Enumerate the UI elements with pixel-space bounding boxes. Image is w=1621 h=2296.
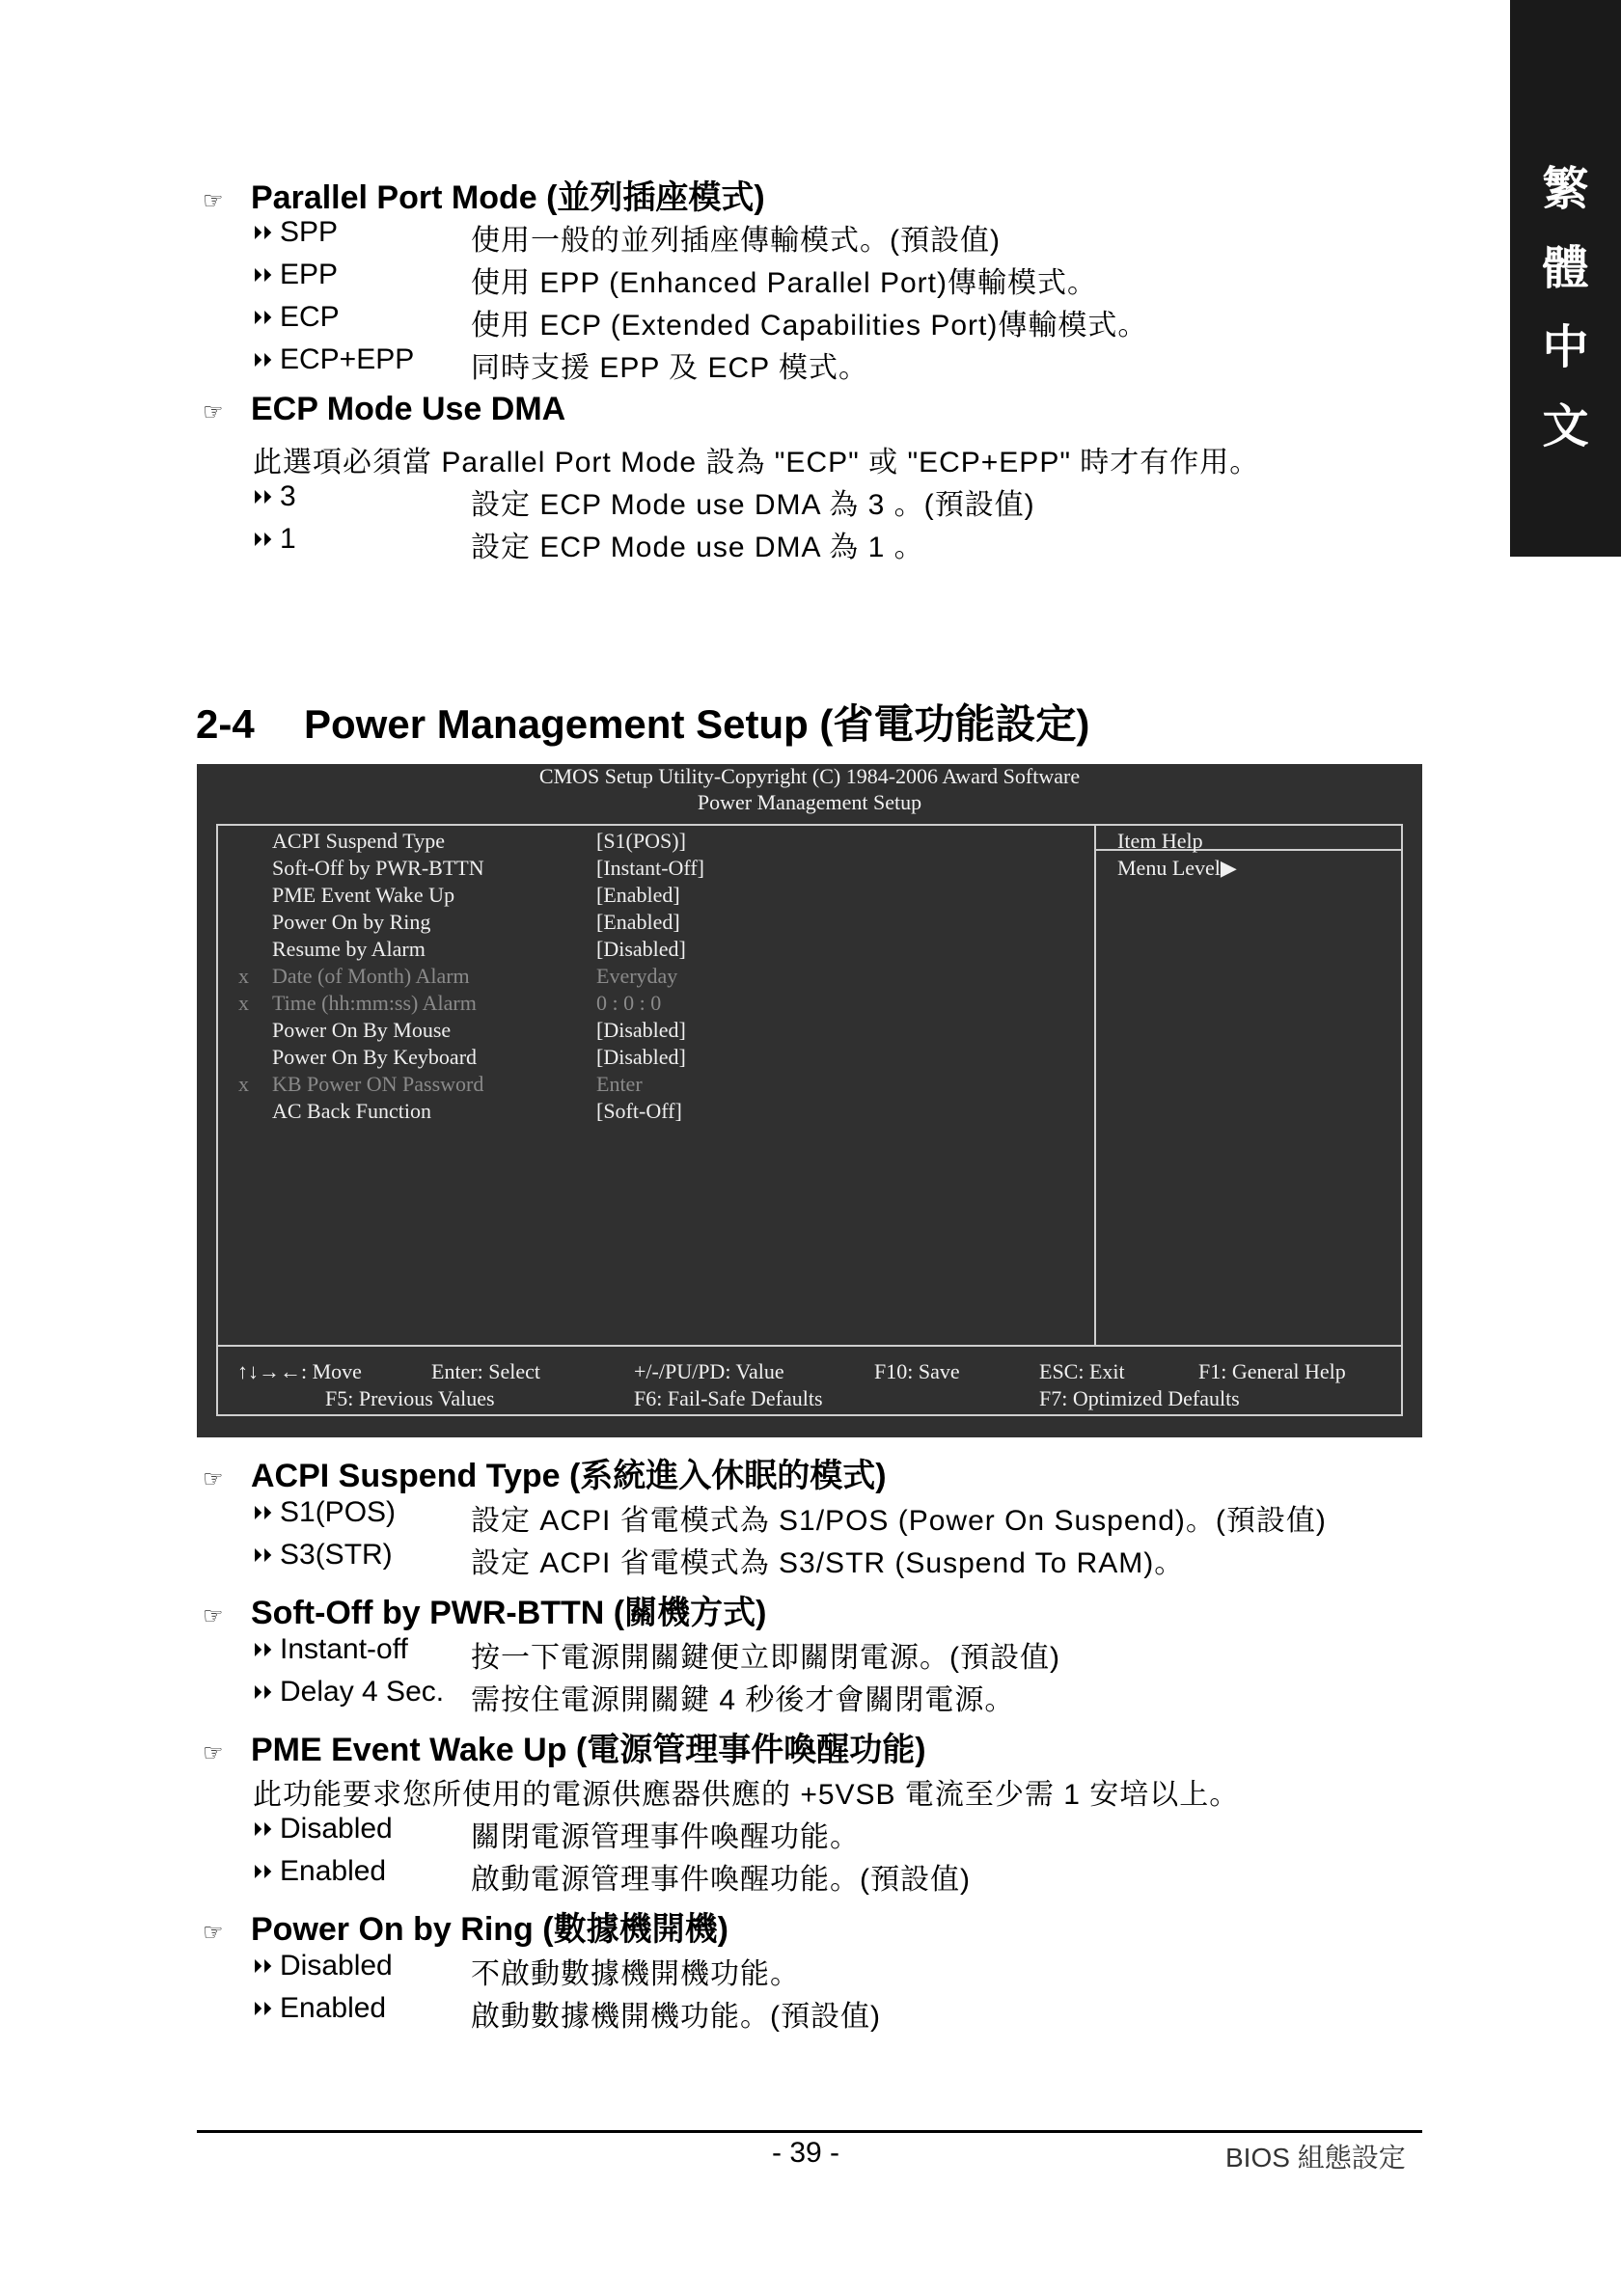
heading-ecp-mode-use-dma: ☞ ECP Mode Use DMA	[203, 391, 566, 427]
key-hint: F10: Save	[874, 1359, 960, 1383]
heading-acpi-suspend-type: ☞ ACPI Suspend Type (系統進入休眠的模式)	[203, 1458, 887, 1494]
pointing-hand-icon: ☞	[203, 1739, 224, 1766]
option-item: ⏵⏵ Delay 4 Sec.	[253, 1676, 445, 1708]
option-desc: 設定 ECP Mode use DMA 為 1 。	[471, 532, 924, 563]
right-triangle-icon: ▶	[1220, 856, 1237, 880]
option-desc: 設定 ACPI 省電模式為 S3/STR (Suspend To RAM)。	[471, 1547, 1185, 1579]
double-arrow-icon: ⏵⏵	[253, 1544, 272, 1567]
pointing-hand-icon: ☞	[203, 398, 224, 425]
option-desc: 不啟動數據機開機功能。	[471, 1958, 800, 1990]
double-arrow-icon: ⏵⏵	[253, 222, 272, 244]
bios-header-title: Power Management Setup	[697, 790, 922, 814]
bios-header-copyright: CMOS Setup Utility-Copyright (C) 1984-2006 Award Software	[538, 764, 1081, 788]
double-arrow-icon: ⏵⏵	[253, 1681, 272, 1704]
double-arrow-icon: ⏵⏵	[253, 264, 272, 287]
double-arrow-icon: ⏵⏵	[253, 529, 272, 551]
side-tab-char: 體	[1542, 241, 1589, 295]
page-number: - 39 -	[772, 2137, 840, 2169]
bios-panel: ACPI Suspend Type [S1(POS)] Soft-Off by PWR-BTTN [Instant-Off] PME Event Wake Up [Enabled] Power On by Ring [Enabled] Resume by Alarm [Disabled] x Date (of Month) Alarm Everyday x Time (hh:mm:ss) Alarm 0 : 0 : 0 Power On By Mouse [Disabled] Power On By Keyboard [Disabled] x KB Power ON Password Enter AC Back Function [Soft-Off] Item Help Menu Level▶ ↑↓→←: Move Enter: Select +/-/PU/PD: Value F10: Save ESC: Exit F1: General Help F5: Previous Values F6: Fail-Safe Defaults F7: Optimized Defaults	[216, 824, 1403, 1416]
option-item: ⏵⏵ S1(POS)	[253, 1496, 397, 1528]
option-desc: 使用一般的並列插座傳輸模式。(預設值)	[471, 225, 1001, 257]
key-hint: ESC: Exit	[1039, 1359, 1125, 1383]
key-hint: F1: General Help	[1198, 1359, 1346, 1383]
key-hint: F6: Fail-Safe Defaults	[634, 1386, 823, 1410]
double-arrow-icon: ⏵⏵	[253, 486, 272, 508]
option-item: ⏵⏵ Enabled	[253, 1855, 387, 1887]
pointing-hand-icon: ☞	[203, 1919, 224, 1946]
key-hint: +/-/PU/PD: Value	[634, 1359, 784, 1383]
side-tab-char: 文	[1542, 399, 1589, 453]
option-item: ⏵⏵ EPP	[253, 259, 339, 290]
option-item: ⏵⏵ Enabled	[253, 1992, 387, 2024]
heading-pme-event-wake-up: ☞ PME Event Wake Up (電源管理事件喚醒功能)	[203, 1732, 926, 1768]
option-desc: 按一下電源開關鍵便立即關閉電源。(預設值)	[471, 1642, 1060, 1674]
option-item: ⏵⏵ S3(STR)	[253, 1539, 393, 1571]
double-arrow-icon: ⏵⏵	[253, 1502, 272, 1524]
option-desc: 使用 ECP (Extended Capabilities Port)傳輸模式。	[471, 310, 1148, 342]
item-help-title: Item Help	[1117, 829, 1203, 853]
pointing-hand-icon: ☞	[203, 187, 224, 214]
option-desc: 設定 ACPI 省電模式為 S1/POS (Power On Suspend)。(預設值)	[471, 1505, 1327, 1537]
double-arrow-icon: ⏵⏵	[253, 1861, 272, 1883]
option-desc: 啟動數據機開機功能。(預設值)	[471, 2001, 881, 2033]
side-language-tab	[1510, 0, 1621, 557]
side-tab-char: 中	[1542, 320, 1589, 374]
divider	[218, 1345, 1401, 1347]
heading-power-on-by-ring: ☞ Power On by Ring (數據機開機)	[203, 1911, 728, 1948]
option-item: ⏵⏵ SPP	[253, 216, 339, 248]
option-desc: 需按住電源開關鍵 4 秒後才會關閉電源。	[471, 1684, 1015, 1716]
double-arrow-icon: ⏵⏵	[253, 1818, 272, 1841]
heading-parallel-port-mode: ☞ Parallel Port Mode (並列插座模式)	[203, 179, 765, 216]
key-hint: ↑↓→←: Move	[237, 1359, 362, 1383]
option-item: ⏵⏵ Disabled	[253, 1813, 393, 1845]
section-note: 此功能要求您所使用的電源供應器供應的 +5VSB 電流至少需 1 安培以上。	[253, 1779, 1240, 1811]
section-note: 此選項必須當 Parallel Port Mode 設為 "ECP" 或 "ECP+EPP" 時才有作用。	[253, 447, 1260, 478]
heading-soft-off-by-pwr-bttn: ☞ Soft-Off by PWR-BTTN (關機方式)	[203, 1595, 767, 1631]
option-desc: 關閉電源管理事件喚醒功能。	[471, 1821, 860, 1853]
option-desc: 啟動電源管理事件喚醒功能。(預設值)	[471, 1864, 971, 1896]
option-item: ⏵⏵ Instant-off	[253, 1633, 408, 1665]
option-item: ⏵⏵ ECP+EPP	[253, 343, 415, 375]
footer-chapter-title: BIOS 組態設定	[1225, 2143, 1406, 2173]
key-hint: Enter: Select	[431, 1359, 541, 1383]
key-hint: F7: Optimized Defaults	[1039, 1386, 1240, 1410]
option-item: ⏵⏵ 3	[253, 480, 296, 512]
key-hint: F5: Previous Values	[325, 1386, 495, 1410]
double-arrow-icon: ⏵⏵	[253, 349, 272, 371]
pointing-hand-icon: ☞	[203, 1602, 224, 1629]
double-arrow-icon: ⏵⏵	[253, 1639, 272, 1661]
option-desc: 使用 EPP (Enhanced Parallel Port)傳輸模式。	[471, 267, 1097, 299]
double-arrow-icon: ⏵⏵	[253, 1998, 272, 2020]
bios-screenshot	[197, 764, 1422, 1437]
item-help-text: Menu Level▶	[1117, 856, 1237, 880]
side-tab-char: 繁	[1542, 162, 1589, 216]
double-arrow-icon: ⏵⏵	[253, 1955, 272, 1978]
option-item: ⏵⏵ 1	[253, 523, 296, 555]
option-desc: 同時支援 EPP 及 ECP 模式。	[471, 352, 868, 384]
pointing-hand-icon: ☞	[203, 1465, 224, 1492]
divider	[1094, 826, 1096, 1347]
option-item: ⏵⏵ Disabled	[253, 1950, 393, 1982]
option-desc: 設定 ECP Mode use DMA 為 3 。(預設值)	[471, 489, 1035, 521]
section-title: 2-4 Power Management Setup (省電功能設定)	[196, 701, 1090, 747]
footer-rule	[197, 2130, 1422, 2133]
double-arrow-icon: ⏵⏵	[253, 307, 272, 329]
option-item: ⏵⏵ ECP	[253, 301, 340, 333]
